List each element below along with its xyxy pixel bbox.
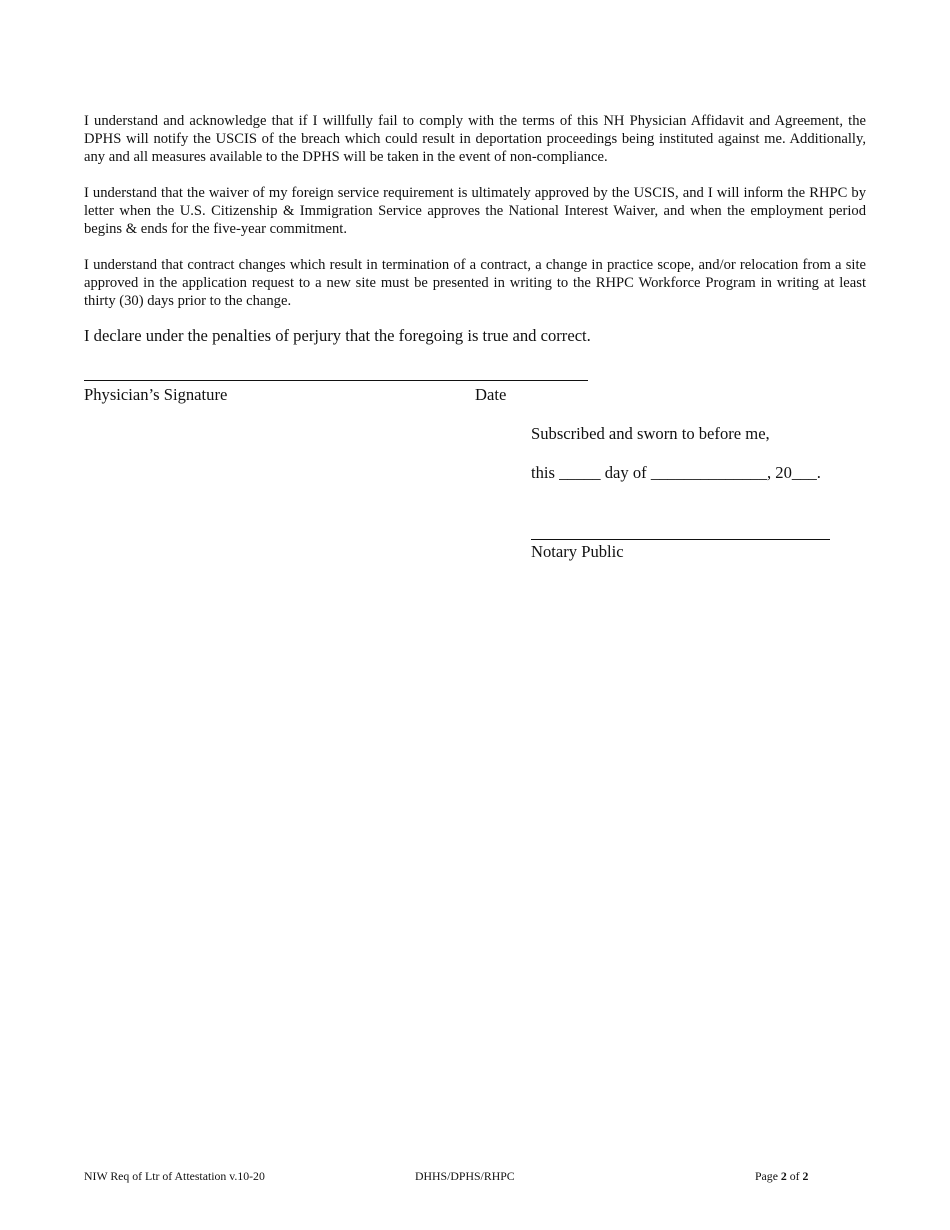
footer-department: DHHS/DPHS/RHPC [415,1169,515,1183]
notary-public-label: Notary Public [531,542,624,561]
footer-page-number [755,1169,808,1183]
page-word: Page [755,1169,778,1183]
physician-signature-label: Physician’s Signature [84,385,228,404]
of-word: of [789,1169,800,1183]
contract-changes-paragraph: I understand that contract changes which result in termination of a contract, a change in practice scope, and/or relocation from a site approved in the application request to a new site must be presented in writing to the RHPC Workforce Program in writing at least thirty (30) days prior to the change. [84,257,866,309]
waiver-paragraph: I understand that the waiver of my foreign service requirement is ultimately approved by the USCIS, and I will inform the RHPC by letter when the U.S. Citizenship & Immigration Service approves the National Interest Waiver, and when the employment period begins & ends for the five-year commitment. [84,185,866,237]
acknowledgement-paragraph: I understand and acknowledge that if I willfully fail to comply with the terms of this NH Physician Affidavit and Agreement, the DPHS will notify the USCIS of the breach which could result in deportation proceedings being instituted against me. Additionally, any and all measures available to the DPHS will be taken in the event of non-compliance. [84,113,866,165]
page-total: 2 [802,1169,809,1183]
physician-signature-line [84,380,588,381]
date-label: Date [475,385,507,404]
notary-signature-line [531,539,830,540]
page-current: 2 [780,1169,787,1183]
subscribed-sworn-text: Subscribed and sworn to before me, [531,424,770,443]
perjury-declaration: I declare under the penalties of perjury that the foregoing is true and correct. [84,326,591,345]
footer-form-id: NIW Req of Ltr of Attestation v.10-20 [84,1169,265,1183]
notary-date-line: this _____ day of ______________, 20___. [531,463,821,482]
